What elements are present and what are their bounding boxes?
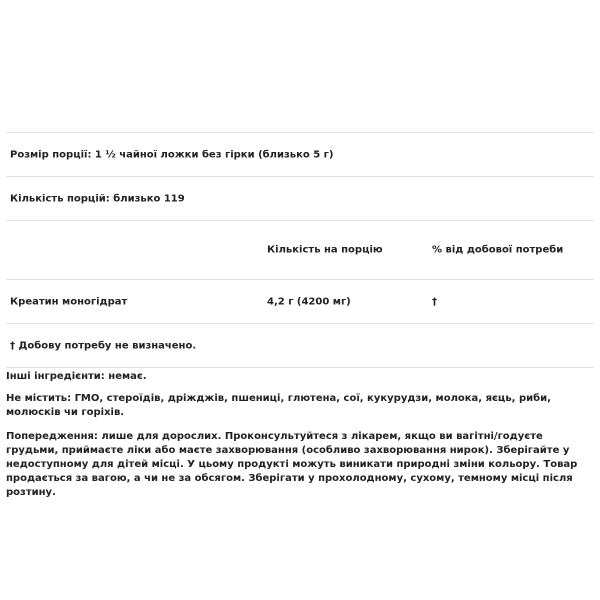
other-ingredients-text: Інші інгредієнти: немає. — [6, 371, 147, 382]
supplement-facts-table — [6, 132, 594, 368]
serving-size-text: Розмір порції: 1 ½ чайної ложки без гірки (близько 5 г) — [10, 149, 334, 160]
ingredient-amount: 4,2 г (4200 мг) — [267, 296, 351, 307]
footnote-row — [6, 323, 594, 368]
column-header-row — [6, 220, 594, 279]
serving-size-row — [6, 132, 594, 176]
servings-count-text: Кількість порцій: близько 119 — [10, 193, 185, 204]
ingredient-daily-value: † — [432, 296, 437, 307]
ingredient-name: Креатин моногідрат — [10, 296, 128, 307]
free-of-text: Не містить: ГМО, стероїдів, дріжджів, пшениці, глютена, сої, кукурудзи, молока, яєць, риби, молюсків чи горіхів. — [6, 393, 551, 418]
daily-value-footnote: † Добову потребу не визначено. — [10, 340, 197, 351]
warning-text: Попередження: лише для дорослих. Проконсультуйтеся з лікарем, якщо ви вагітні/годуєте грудьми, приймаєте ліки або маєте захворювання (особливо захворювання нирок). Зберігайте у недоступному для дітей місці. У цьому продукті можуть виникати природні зміни кольору. Товар продається за вагою, а чи не за обсягом. Зберігати у прохолодному, сухому, темному місці після розтину. — [6, 431, 578, 498]
servings-count-row — [6, 176, 594, 220]
ingredient-row — [6, 279, 594, 323]
label-notes — [6, 370, 586, 508]
daily-value-header: % від добової потреби — [432, 244, 564, 256]
amount-per-serving-header: Кількість на порцію — [267, 244, 383, 256]
